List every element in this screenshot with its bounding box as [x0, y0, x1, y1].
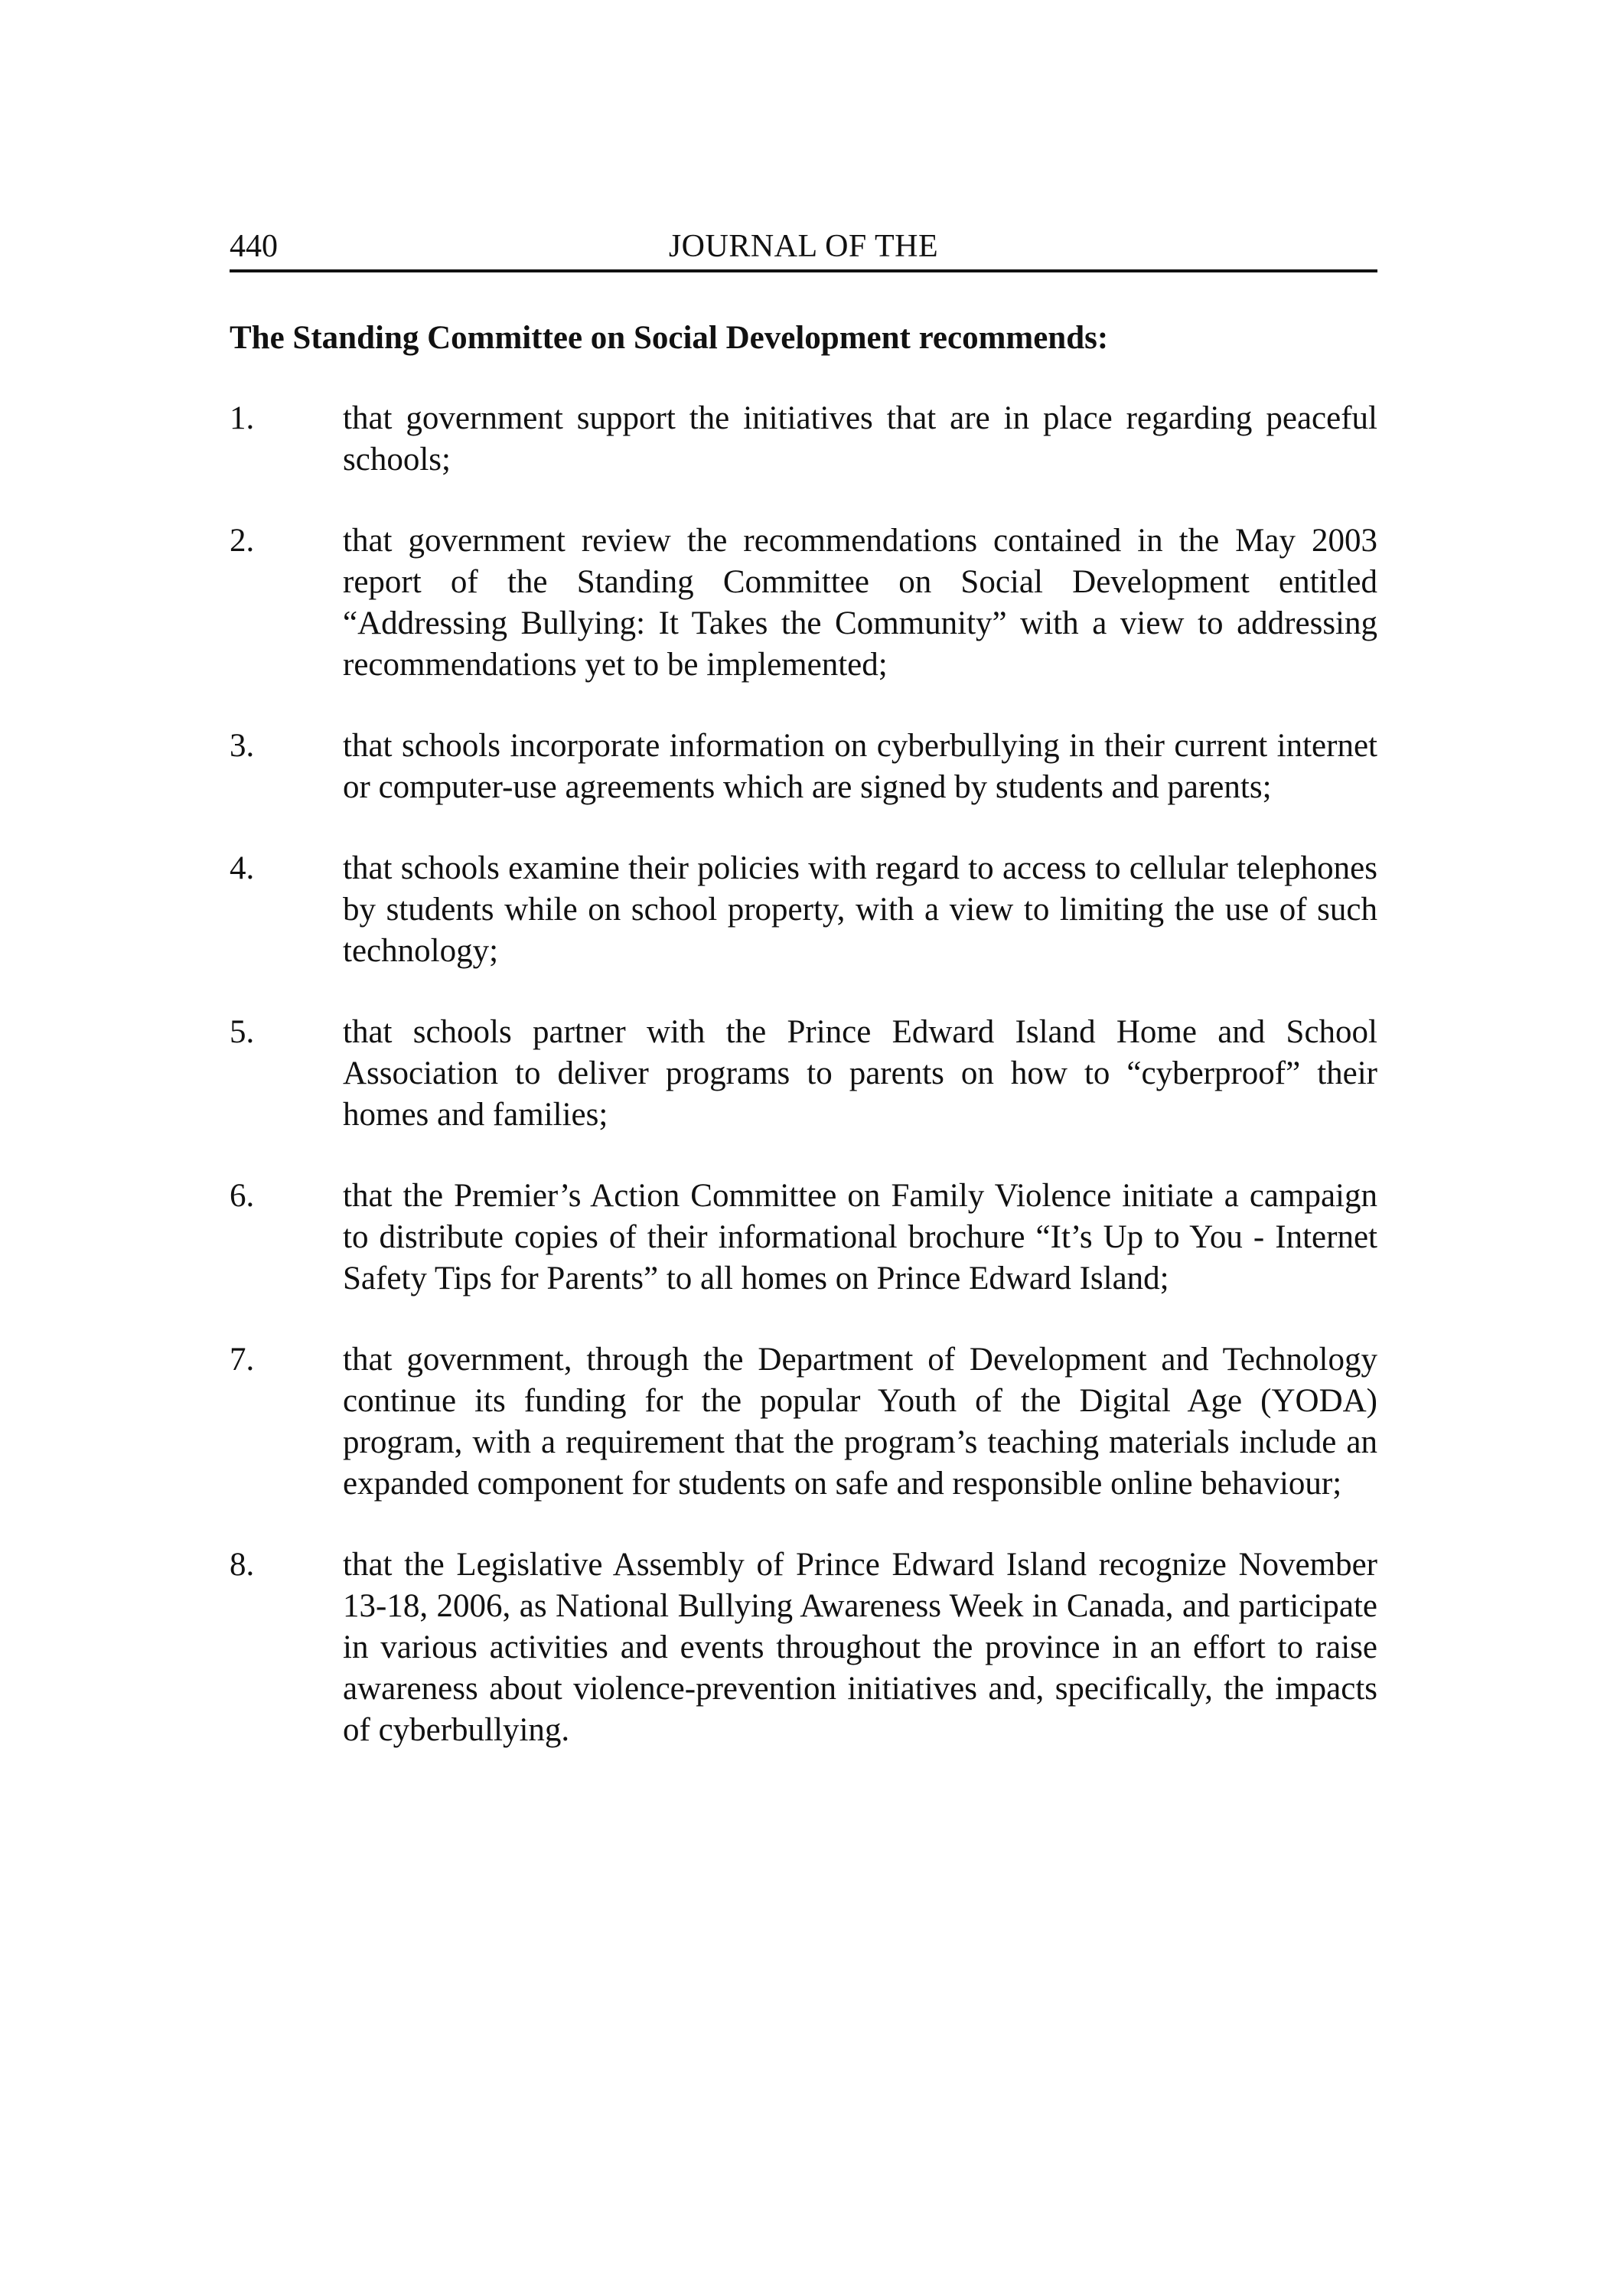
page-number: 440 [230, 229, 278, 264]
recommendation-number: 7. [230, 1342, 255, 1378]
recommendation-item [230, 848, 1377, 972]
recommendation-number: 1. [230, 400, 255, 436]
recommendation-text: that schools examine their policies with regard to access to cellular telephones by students while on school property, with a view to limiting the use of such technology; [343, 850, 1377, 969]
recommendation-number: 2. [230, 523, 255, 559]
recommendation-item [230, 1012, 1377, 1136]
recommendation-text: that the Premier’s Action Committee on Family Violence initiate a campaign to distribute copies of their informational brochure “It’s Up to You - Internet Safety Tips for Parents” to all homes on Prince Edward Island; [343, 1178, 1377, 1296]
recommendation-list [230, 398, 1377, 1791]
running-header [230, 227, 1377, 272]
recommendation-number: 5. [230, 1014, 255, 1050]
recommendation-item [230, 520, 1377, 686]
recommendation-text: that the Legislative Assembly of Prince Edward Island recognize November 13-18, 2006, as National Bullying Awareness Week in Canada, and participate in various activities and events throughout the province in an effort to raise awareness about violence-prevention initiatives and, specifically, the impacts of cyberbullying. [343, 1547, 1377, 1748]
recommendation-item [230, 726, 1377, 808]
recommendation-item [230, 398, 1377, 481]
recommendation-item [230, 1544, 1377, 1751]
recommendation-number: 6. [230, 1178, 255, 1214]
recommendation-text: that government support the initiatives that are in place regarding peaceful schools; [343, 400, 1377, 478]
recommendation-text: that government, through the Department of Development and Technology continue its funding for the popular Youth of the Digital Age (YODA) program, with a requirement that the program’s teaching materials include an expanded component for students on safe and responsible online behaviour; [343, 1342, 1377, 1502]
journal-title: JOURNAL OF THE [668, 229, 939, 264]
recommendation-text: that schools incorporate information on cyberbullying in their current internet or computer-use agreements which are signed by students and parents; [343, 728, 1377, 805]
recommendation-item [230, 1176, 1377, 1300]
recommendation-item [230, 1339, 1377, 1505]
recommendation-text: that government review the recommendations contained in the May 2003 report of the Standing Committee on Social Development entitled “Addressing Bullying: It Takes the Community” with a view to addressing recommendations yet to be implemented; [343, 523, 1377, 683]
section-heading: The Standing Committee on Social Development recommends: [230, 320, 1109, 356]
recommendation-number: 3. [230, 728, 255, 764]
recommendation-number: 4. [230, 850, 255, 886]
recommendation-number: 8. [230, 1547, 255, 1583]
recommendation-text: that schools partner with the Prince Edward Island Home and School Association to deliver programs to parents on how to “cyberproof” their homes and families; [343, 1014, 1377, 1133]
